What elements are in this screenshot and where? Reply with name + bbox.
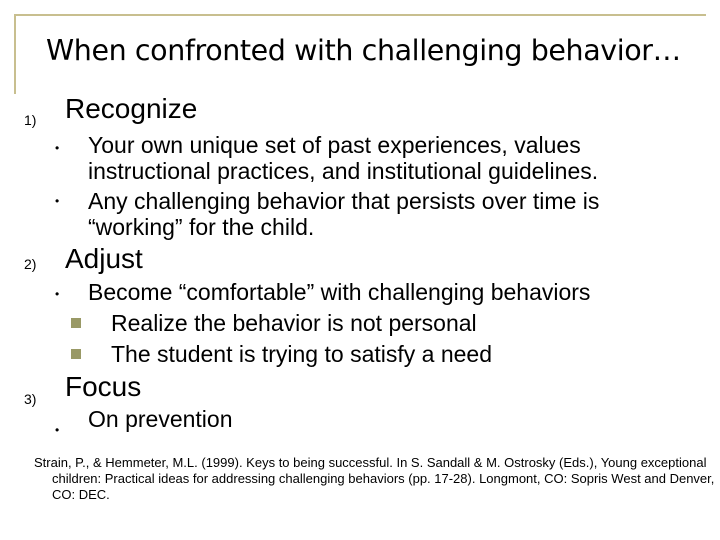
slide-frame-left-border — [14, 14, 16, 94]
section-number: 2) — [24, 256, 37, 272]
slide-title: When confronted with challenging behavior… — [46, 34, 681, 67]
section-heading-focus: Focus — [65, 371, 142, 402]
bullet-dot-icon: • — [55, 141, 60, 155]
bullet-text: Your own unique set of past experiences, values instructional practices, and institutional guidelines. — [88, 132, 599, 184]
square-bullet-icon — [71, 349, 81, 359]
bullet-text: On prevention — [88, 406, 233, 432]
bullet-dot-icon: • — [55, 423, 60, 437]
section-heading-adjust: Adjust — [65, 243, 143, 274]
section-number: 3) — [24, 391, 37, 407]
sub-bullet-text: Realize the behavior is not personal — [111, 310, 477, 336]
bullet-text: Become “comfortable” with challenging behaviors — [88, 279, 591, 305]
bullet-dot-icon: • — [55, 194, 60, 208]
citation-reference: Strain, P., & Hemmeter, M.L. (1999). Keys to being successful. In S. Sandall & M. Ostrosky (Eds.), Young exceptional children: Practical ideas for addressing challenging behaviors (pp. 17-28). Longmont, CO: Sopris West and Denver, CO: DEC. — [34, 455, 715, 502]
section-number: 1) — [24, 112, 37, 128]
bullet-text: Any challenging behavior that persists over time is “working” for the child. — [88, 188, 600, 240]
slide-frame-top-border — [14, 14, 706, 16]
square-bullet-icon — [71, 318, 81, 328]
section-heading-recognize: Recognize — [65, 93, 198, 124]
sub-bullet-text: The student is trying to satisfy a need — [111, 341, 492, 367]
bullet-dot-icon: • — [55, 287, 60, 301]
